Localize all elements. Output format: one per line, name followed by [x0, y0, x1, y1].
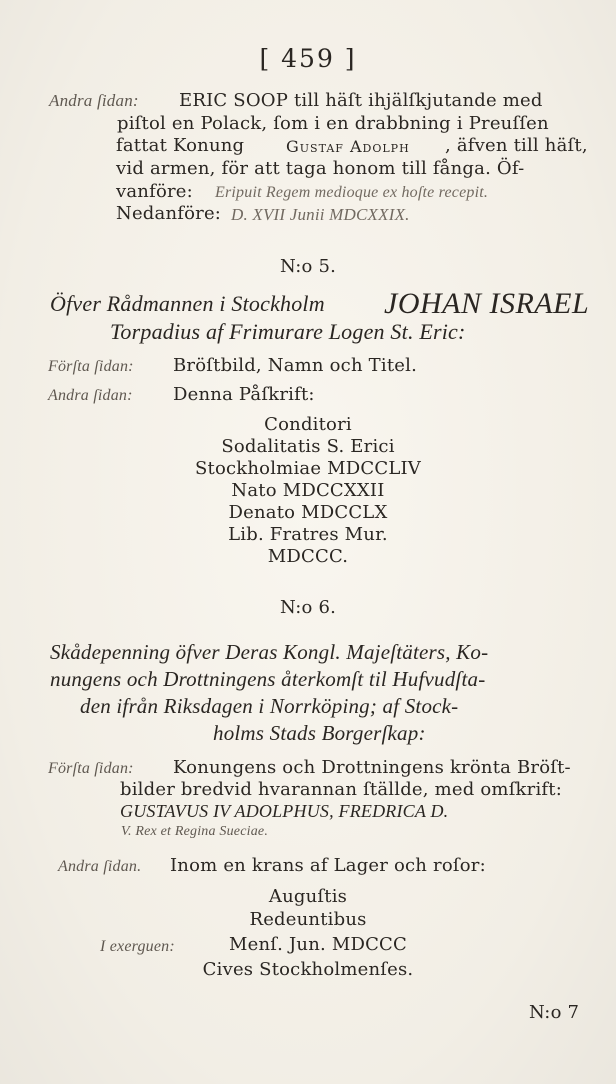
ofvanfore-label: vanföre:	[116, 181, 193, 202]
section-6-title-line-1: Skådepenning öfver Deras Kongl. Majeſtäters, Ko-	[50, 640, 489, 664]
section-6-andra-text: Inom en krans af Lager och roſor:	[170, 855, 486, 876]
nedanfore-text: D. XVII Junii MDCXXIX.	[231, 205, 410, 224]
inscription-line-2: Sodalitatis S. Erici	[221, 436, 395, 457]
section-6-andra-label: Andra ſidan.	[58, 858, 142, 875]
section-5-andra-text: Denna Påſkrift:	[173, 384, 315, 405]
section-6-forsta-text-line-1: Konungens och Drottningens krönta Bröſt-	[173, 757, 571, 778]
andra-text-line-3-name: Gustaf Adolph	[286, 137, 410, 156]
section-6-title-line-2: nungens och Drottningens återkomſt til Hufvudſta-	[50, 667, 486, 691]
inscription-line-4: Nato MDCCXXII	[231, 480, 385, 501]
andra-text-line-2: piſtol en Polack, ſom i en drabbning i Preuſſen	[117, 113, 549, 134]
section-5-title-line-2: Torpadius af Frimurare Logen St. Eric:	[110, 319, 466, 344]
section-5-forsta-label: Förſta ſidan:	[48, 358, 134, 375]
section-6-title-line-3: den ifrån Riksdagen i Norrköping; af Stock-	[80, 694, 459, 718]
section-6-forsta-label: Förſta ſidan:	[48, 760, 134, 777]
section-5-title-name: JOHAN ISRAEL	[384, 287, 590, 320]
andra-text-line-1: ERIC SOOP till häſt ihjälſkjutande med	[179, 90, 543, 111]
section-5-forsta-text: Bröſtbild, Namn och Titel.	[173, 355, 417, 376]
section-5-number: N:o 5.	[279, 256, 337, 277]
section-5-andra-label: Andra ſidan:	[48, 387, 133, 404]
page-number: [ 459 ]	[259, 44, 357, 73]
inscription-line-1: Conditori	[264, 414, 352, 435]
section-6-number: N:o 6.	[279, 597, 337, 618]
inscription-line-5: Denato MDCCLX	[228, 502, 388, 523]
andra-sidan-label: Andra ſidan:	[49, 91, 139, 110]
section-6-forsta-text-line-2: bilder bredvid hvarannan ſtällde, med omſkrift:	[120, 779, 562, 800]
section-6-forsta-text-line-4: V. Rex et Regina Sueciae.	[121, 824, 269, 839]
section-6-inscription-line-1: Auguſtis	[268, 886, 348, 907]
section-6-forsta-text-line-3: GUSTAVUS IV ADOLPHUS, FREDRICA D.	[120, 801, 449, 821]
andra-text-line-3-suffix: , äfven till häſt,	[445, 135, 588, 156]
inscription-line-7: MDCCC.	[267, 546, 349, 567]
ofvanfore-text: Eripuit Regem medioque ex hoſte recepit.	[215, 184, 489, 201]
catchword: N:o 7	[529, 1002, 580, 1023]
exergue-line-2: Cives Stockholmenſes.	[202, 959, 414, 980]
inscription-line-6: Lib. Fratres Mur.	[228, 524, 388, 545]
exergue-label: I exerguen:	[100, 938, 175, 955]
exergue-text: Menſ. Jun. MDCCC	[229, 934, 408, 955]
nedanfore-label: Nedanföre:	[116, 203, 222, 224]
section-5-title-prefix: Öfver Rådmannen i Stockholm	[50, 291, 325, 316]
inscription-line-3: Stockholmiae MDCCLIV	[195, 458, 421, 479]
section-6-title-line-4: holms Stads Borgerſkap:	[213, 721, 426, 745]
andra-text-line-3-prefix: fattat Konung	[116, 135, 245, 156]
andra-text-line-4: vid armen, för att taga honom till fånga. Öf-	[116, 158, 525, 179]
section-6-inscription-line-2: Redeuntibus	[249, 909, 367, 930]
